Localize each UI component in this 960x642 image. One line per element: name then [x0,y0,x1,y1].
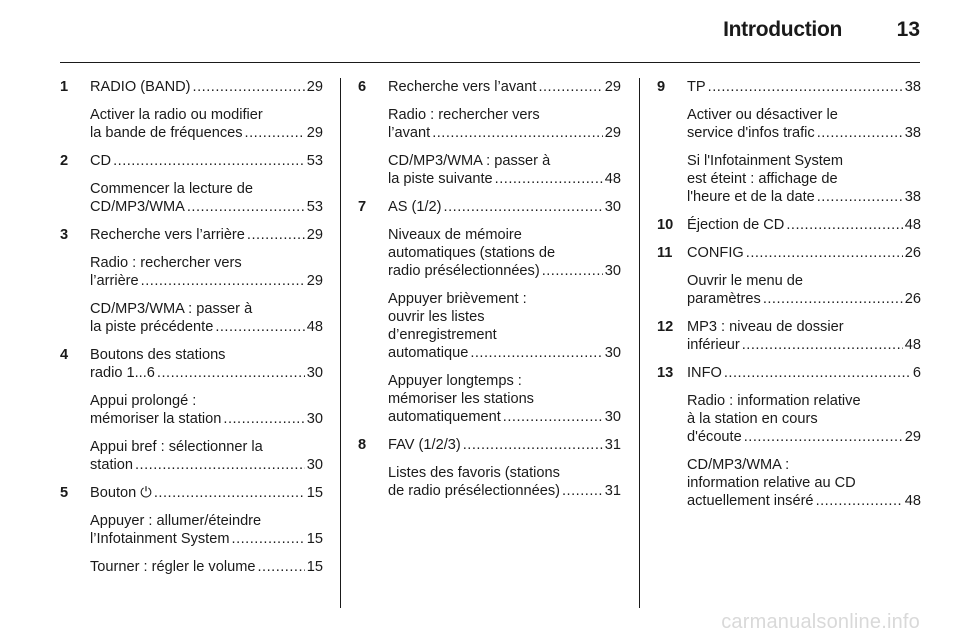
dot-leader [786,216,902,234]
page-reference: 15 [306,531,323,547]
toc-row [60,226,323,244]
page-reference: 15 [306,485,323,501]
entry-text: la bande de fréquences [90,125,243,141]
column-divider [340,78,341,608]
toc-row [657,318,921,354]
entry-leader-line [90,558,323,576]
entry-text: Recherche vers l’arrière [90,227,245,243]
toc-row [60,346,323,382]
entry-text-line: Radio : rechercher vers [90,255,242,271]
page-reference: 30 [306,457,323,473]
toc-row [60,180,323,216]
toc-entry [358,436,621,500]
column-3 [657,78,921,520]
page-reference: 30 [604,263,621,279]
entry-text: l’arrière [90,273,139,289]
entry-text: l'heure et de la date [687,189,815,205]
page-reference: 29 [306,79,323,95]
entry-text-line: d’enregistrement [388,327,497,343]
entry-leader-line [388,78,621,96]
entry-text-line: CD/MP3/WMA : passer à [90,301,253,317]
dot-leader [141,272,305,290]
entry-leader-line [687,188,921,206]
dot-leader [432,124,603,142]
toc-row [60,254,323,290]
entry-text-line: est éteint : affichage de [687,171,838,187]
page-reference: 48 [904,493,921,509]
entry-text: mémoriser la station [90,411,222,427]
toc-entry [60,226,323,336]
entry-text: automatique [388,345,469,361]
entry-text-line: mémoriser les stations [388,391,534,407]
entry-text-line: Activer ou désactiver le [687,107,838,123]
entry-leader-line [687,336,921,354]
entry-text: la piste suivante [388,171,493,187]
column-divider [639,78,640,608]
entry-leader-line [90,456,323,474]
toc-row [358,290,621,362]
callout-number: 11 [657,245,673,261]
entry-text-line: Radio : information relative [687,393,861,409]
entry-text: CONFIG [687,245,744,261]
entry-text: Bouton ⏻ [90,485,152,501]
page-reference: 31 [604,483,621,499]
page-reference: 30 [604,345,621,361]
entry-text: FAV (1/2/3) [388,437,461,453]
page-reference: 31 [604,437,621,453]
dot-leader [463,436,603,454]
toc-entry [60,484,323,576]
entry-leader-line [90,484,323,502]
entry-leader-line [90,318,323,336]
page-reference: 29 [604,125,621,141]
dot-leader [562,482,603,500]
callout-number: 8 [358,437,367,453]
page-reference: 29 [306,227,323,243]
entry-text-line: CD/MP3/WMA : [687,457,790,473]
callout-number: 9 [657,79,666,95]
toc-row [358,436,621,454]
entry-text-line: Activer la radio ou modifier [90,107,263,123]
toc-row [657,392,921,446]
entry-text: l’avant [388,125,431,141]
dot-leader [215,318,304,336]
entry-text-line: Commencer la lecture de [90,181,254,197]
entry-text-line: information relative au CD [687,475,856,491]
entry-leader-line [687,364,921,382]
toc-row [60,484,323,502]
callout-number: 2 [60,153,69,169]
page-number: 13 [896,18,920,41]
entry-text-line: à la station en cours [687,411,818,427]
entry-leader-line [90,152,323,170]
entry-text: la piste précédente [90,319,214,335]
page-reference: 30 [604,199,621,215]
entry-leader-line [388,198,621,216]
entry-leader-line [388,408,621,426]
entry-text: automatiquement [388,409,501,425]
callout-number: 12 [657,319,674,335]
entry-text-line: Si l'Infotainment System [687,153,844,169]
entry-text-line: Appui prolongé : [90,393,197,409]
page-reference: 29 [306,273,323,289]
entry-text-line: Appuyer brièvement : [388,291,527,307]
entry-text: Éjection de CD [687,217,785,233]
toc-entry [60,346,323,474]
dot-leader [247,226,305,244]
dot-leader [817,188,903,206]
callout-number: 6 [358,79,367,95]
entry-text: paramètres [687,291,761,307]
entry-text-line: automatiques (stations de [388,245,556,261]
dot-leader [187,198,305,216]
entry-leader-line [388,436,621,454]
toc-row [60,78,323,96]
entry-text-line: Ouvrir le menu de [687,273,803,289]
toc-row [358,198,621,216]
entry-text: Tourner : régler le volume [90,559,256,575]
entry-text-line: Niveaux de mémoire [388,227,522,243]
entry-text-line: Boutons des stations [90,347,226,363]
entry-leader-line [90,410,323,428]
toc-entry [657,364,921,510]
entry-text: AS (1/2) [388,199,442,215]
column-1 [60,78,323,586]
entry-text: actuellement inséré [687,493,814,509]
toc-entry [358,198,621,426]
toc-row [358,372,621,426]
toc-row [60,152,323,170]
page-reference: 26 [904,245,921,261]
entry-text: TP [687,79,706,95]
toc-entry [60,78,323,142]
entry-text: d'écoute [687,429,742,445]
dot-leader [257,558,304,576]
page-reference: 38 [904,79,921,95]
entry-leader-line [687,244,921,262]
dot-leader [817,124,903,142]
toc-row [358,152,621,188]
page-reference: 15 [306,559,323,575]
toc-row [60,106,323,142]
dot-leader [724,364,911,382]
toc-entry [657,244,921,308]
dot-leader [193,78,305,96]
entry-text: CD [90,153,112,169]
entry-leader-line [90,364,323,382]
dot-leader [444,198,603,216]
toc-entry [657,78,921,206]
entry-leader-line [90,226,323,244]
entry-leader-line [90,78,323,96]
entry-text: radio 1...6 [90,365,155,381]
toc-row [657,272,921,308]
entry-leader-line [90,272,323,290]
entry-leader-line [90,198,323,216]
toc-row [657,78,921,96]
dot-leader [245,124,305,142]
entry-text: radio présélectionnées) [388,263,540,279]
toc-row [60,512,323,548]
toc-row [657,216,921,234]
entry-leader-line [687,290,921,308]
toc-row [657,152,921,206]
toc-row [358,464,621,500]
entry-leader-line [388,170,621,188]
dot-leader [708,78,903,96]
page-reference: 30 [306,365,323,381]
column-2 [358,78,621,510]
dot-leader [157,364,305,382]
dot-leader [742,336,903,354]
callout-number: 1 [60,79,69,95]
callout-number: 3 [60,227,69,243]
toc-entry [358,78,621,188]
dot-leader [154,484,305,502]
entry-text-line: MP3 : niveau de dossier [687,319,844,335]
dot-leader [744,428,903,446]
entry-text: service d'infos trafic [687,125,815,141]
entry-text: Recherche vers l’avant [388,79,537,95]
callout-number: 4 [60,347,69,363]
toc-row [60,558,323,576]
page-reference: 53 [306,199,323,215]
entry-text: l’Infotainment System [90,531,230,547]
dot-leader [538,78,602,96]
entry-text-line: Listes des favoris (stations [388,465,560,481]
dot-leader [470,344,602,362]
callout-number: 13 [657,365,674,381]
toc-row [60,392,323,428]
page-reference: 38 [904,125,921,141]
page-reference: 48 [904,337,921,353]
page-reference: 48 [306,319,323,335]
toc-row [60,300,323,336]
dot-leader [223,410,304,428]
entry-leader-line [687,428,921,446]
dot-leader [763,290,903,308]
entry-text-line: ouvrir les listes [388,309,485,325]
page-reference: 38 [904,189,921,205]
entry-text: CD/MP3/WMA [90,199,185,215]
entry-text-line: CD/MP3/WMA : passer à [388,153,551,169]
dot-leader [135,456,305,474]
page-reference: 6 [912,365,921,381]
page-reference: 29 [904,429,921,445]
dot-leader [503,408,603,426]
toc-row [657,456,921,510]
entry-text-line: Appui bref : sélectionner la [90,439,263,455]
callout-number: 10 [657,217,674,233]
toc-entry [657,216,921,234]
page-reference: 48 [604,171,621,187]
toc-row [657,106,921,142]
entry-leader-line [388,262,621,280]
page-reference: 53 [306,153,323,169]
entry-text: INFO [687,365,722,381]
dot-leader [113,152,305,170]
section-title: Introduction [723,18,842,41]
page-reference: 30 [604,409,621,425]
dot-leader [232,530,305,548]
entry-leader-line [687,78,921,96]
dot-leader [542,262,603,280]
entry-text: station [90,457,133,473]
toc-row [657,244,921,262]
dot-leader [746,244,903,262]
toc-row [60,438,323,474]
entry-text: inférieur [687,337,740,353]
entry-leader-line [388,124,621,142]
entry-leader-line [687,124,921,142]
entry-leader-line [687,492,921,510]
page-reference: 29 [604,79,621,95]
toc-row [657,364,921,382]
entry-text: de radio présélectionnées) [388,483,560,499]
entry-text: RADIO (BAND) [90,79,191,95]
entry-leader-line [687,216,921,234]
toc-entry [60,152,323,216]
callout-number: 7 [358,199,367,215]
entry-text-line: Radio : rechercher vers [388,107,540,123]
entry-leader-line [388,482,621,500]
page-reference: 48 [904,217,921,233]
entry-leader-line [388,344,621,362]
entry-text-line: Appuyer longtemps : [388,373,522,389]
toc-entry [657,318,921,354]
callout-number: 5 [60,485,69,501]
toc-row [358,78,621,96]
toc-row [358,226,621,280]
page-reference: 30 [306,411,323,427]
dot-leader [816,492,903,510]
watermark: carmanualsonline.info [721,611,920,633]
page-reference: 26 [904,291,921,307]
entry-text-line: Appuyer : allumer/éteindre [90,513,262,529]
toc-row [358,106,621,142]
page-header [60,0,920,63]
entry-leader-line [90,124,323,142]
page-reference: 29 [306,125,323,141]
dot-leader [495,170,603,188]
entry-leader-line [90,530,323,548]
